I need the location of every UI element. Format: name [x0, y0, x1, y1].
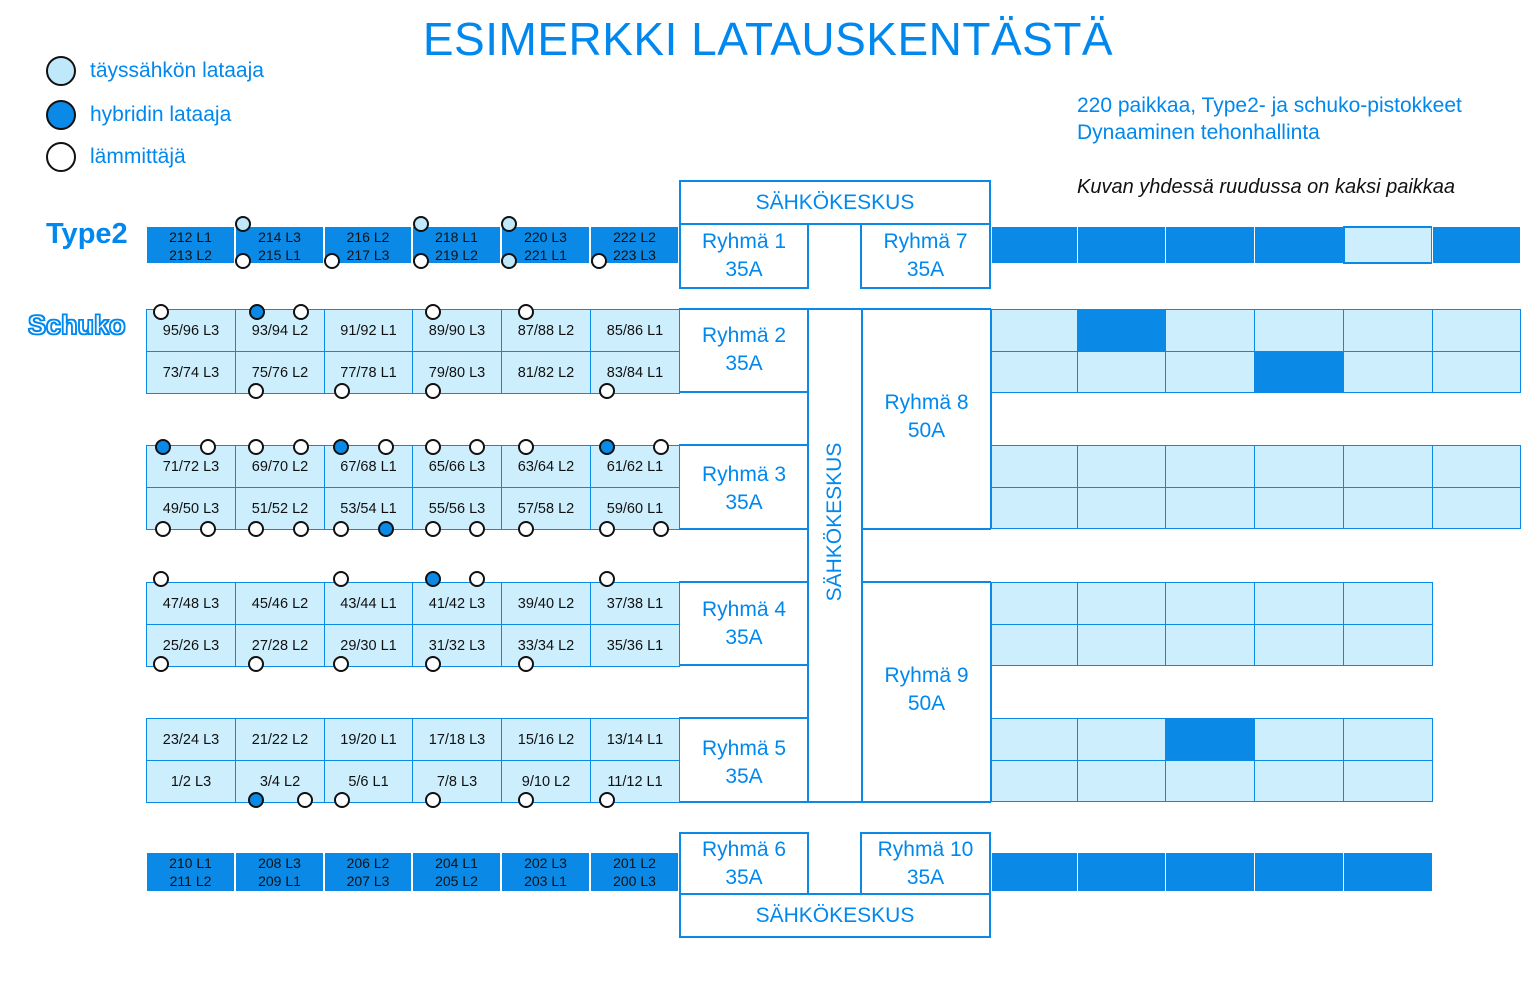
- slot-label: 206 L2: [346, 855, 390, 871]
- schuko-cell: 51/52 L2: [235, 487, 325, 530]
- parking-cell: [991, 718, 1078, 761]
- schuko-cell: 83/84 L1: [590, 351, 680, 394]
- heater-icon: [653, 521, 669, 537]
- parking-cell: [1343, 760, 1433, 802]
- heater-icon: [469, 439, 485, 455]
- hybrid-charger-icon: [425, 571, 441, 587]
- legend-label: hybridin lataaja: [90, 103, 232, 126]
- slot-label: 203 L1: [524, 873, 567, 889]
- parking-cell: [1077, 624, 1166, 666]
- parking-cell: [1343, 718, 1433, 761]
- heater-icon: [334, 383, 350, 399]
- schuko-cell: 1/2 L3: [146, 760, 236, 803]
- heater-icon: [599, 521, 615, 537]
- parking-cell: [1254, 351, 1344, 393]
- schuko-cell: 81/82 L2: [501, 351, 591, 394]
- schuko-cell: 15/16 L2: [501, 718, 591, 761]
- group-name: Ryhmä 7: [883, 230, 968, 253]
- heater-icon: [334, 792, 350, 808]
- heater-icon: [653, 439, 669, 455]
- parking-cell: [991, 582, 1078, 625]
- schuko-cell: 45/46 L2: [235, 582, 325, 625]
- parking-cell: [1165, 760, 1255, 802]
- heater-icon: [153, 571, 169, 587]
- group-amps: 35A: [906, 865, 945, 889]
- schuko-cell: 7/8 L3: [412, 760, 502, 803]
- parking-cell: [1254, 226, 1344, 264]
- schuko-cell: 17/18 L3: [412, 718, 502, 761]
- slot-label: 201 L2: [613, 855, 656, 871]
- heater-icon: [333, 656, 349, 672]
- slot-label: 213 L2: [169, 247, 212, 263]
- heater-icon: [425, 656, 441, 672]
- info-note: Kuvan yhdessä ruudussa on kaksi paikkaa: [1077, 176, 1456, 198]
- heater-icon: [297, 792, 313, 808]
- group-amps: 35A: [725, 865, 763, 889]
- group-name: Ryhmä 8: [884, 391, 969, 414]
- parking-cell: [1254, 760, 1344, 802]
- heater-icon: [599, 571, 615, 587]
- slot-label: 219 L2: [435, 247, 478, 263]
- schuko-cell: 27/28 L2: [235, 624, 325, 667]
- heater-icon: [425, 304, 441, 320]
- group-4: [679, 596, 809, 652]
- group-name: Ryhmä 4: [701, 598, 787, 621]
- slot-label: 217 L3: [346, 247, 390, 263]
- parking-cell: [1343, 445, 1433, 488]
- schuko-cell: 9/10 L2: [501, 760, 591, 803]
- schuko-cell: 89/90 L3: [412, 309, 502, 352]
- parking-cell: [1254, 624, 1344, 666]
- group-amps: 50A: [907, 419, 946, 442]
- heater-icon: [153, 304, 169, 320]
- slot-label: 215 L1: [258, 247, 301, 263]
- heater-icon: [248, 656, 264, 672]
- schuko-cell: 91/92 L1: [324, 309, 413, 352]
- parking-cell: [1254, 487, 1344, 529]
- group-amps: 50A: [907, 692, 946, 715]
- heater-icon: [518, 656, 534, 672]
- heater-icon: [518, 304, 534, 320]
- schuko-cell: 13/14 L1: [590, 718, 680, 761]
- schuko-cell: 43/44 L1: [324, 582, 413, 625]
- heater-icon: [413, 253, 429, 269]
- parking-cell: [1343, 624, 1433, 666]
- schuko-cell: 73/74 L3: [146, 351, 236, 394]
- heater-icon: [248, 439, 264, 455]
- schuko-cell: 59/60 L1: [590, 487, 680, 530]
- heater-icon: [518, 439, 534, 455]
- parking-cell: [1254, 445, 1344, 488]
- schuko-cell: 63/64 L2: [501, 445, 591, 488]
- type2-bottom-cell: [501, 852, 590, 892]
- schuko-cell: 5/6 L1: [324, 760, 413, 803]
- schuko-cell: 21/22 L2: [235, 718, 325, 761]
- legend-label: lämmittäjä: [90, 145, 186, 168]
- parking-cell: [1077, 760, 1166, 802]
- schuko-cell: 19/20 L1: [324, 718, 413, 761]
- parking-cell: [1343, 852, 1433, 892]
- slot-label: 200 L3: [613, 873, 656, 889]
- heater-icon: [248, 521, 264, 537]
- heater-icon: [599, 792, 615, 808]
- group-name: Ryhmä 6: [701, 837, 787, 861]
- parking-cell: [1254, 718, 1344, 761]
- schuko-cell: 57/58 L2: [501, 487, 591, 530]
- group-amps: 35A: [725, 491, 763, 514]
- parking-cell: [1077, 351, 1166, 393]
- heater-icon: [324, 253, 340, 269]
- schuko-cell: 87/88 L2: [501, 309, 591, 352]
- parking-cell: [1165, 309, 1255, 352]
- parking-cell: [1254, 582, 1344, 625]
- slot-label: 211 L2: [169, 873, 212, 889]
- heater-icon: [599, 383, 615, 399]
- heater-icon: [333, 521, 349, 537]
- group-2: [679, 322, 809, 378]
- schuko-cell: 33/34 L2: [501, 624, 591, 667]
- heater-icon: [248, 383, 264, 399]
- schuko-cell: 71/72 L3: [146, 445, 236, 488]
- schuko-cell: 55/56 L3: [412, 487, 502, 530]
- parking-cell: [1343, 582, 1433, 625]
- hybrid-charger-icon: [155, 439, 171, 455]
- schuko-cell: 41/42 L3: [412, 582, 502, 625]
- schuko-cell: 85/86 L1: [590, 309, 680, 352]
- parking-cell: [991, 351, 1078, 393]
- group-5: [679, 735, 809, 791]
- parking-cell: [1077, 309, 1166, 352]
- heater-icon: [469, 571, 485, 587]
- hybrid-charger-icon: [248, 792, 264, 808]
- heater-icon: [200, 521, 216, 537]
- schuko-cell: 77/78 L1: [324, 351, 413, 394]
- slot-label: 204 L1: [435, 855, 478, 871]
- schuko-cell: 75/76 L2: [235, 351, 325, 394]
- parking-cell: [1343, 487, 1433, 529]
- parking-cell: [991, 226, 1078, 264]
- heater-icon: [293, 304, 309, 320]
- parking-cell: [991, 445, 1078, 488]
- legend-label: täyssähkön lataaja: [90, 59, 264, 82]
- group-amps: 35A: [906, 258, 945, 281]
- schuko-cell: 35/36 L1: [590, 624, 680, 667]
- parking-cell: [1432, 487, 1521, 529]
- type2-label: Type2: [46, 218, 128, 250]
- heater-icon: [591, 253, 607, 269]
- parking-cell: [991, 309, 1078, 352]
- heater-icon: [200, 439, 216, 455]
- schuko-cell: 95/96 L3: [146, 309, 236, 352]
- group-name: Ryhmä 3: [701, 463, 787, 486]
- schuko-cell: 61/62 L1: [590, 445, 680, 488]
- schuko-cell: 53/54 L1: [324, 487, 413, 530]
- heater-icon: [425, 383, 441, 399]
- slot-label: 202 L3: [524, 855, 567, 871]
- group-name: Ryhmä 10: [877, 837, 974, 861]
- parking-cell: [1165, 351, 1255, 393]
- parking-cell: [1077, 582, 1166, 625]
- slot-label: 208 L3: [258, 855, 301, 871]
- heater-icon: [469, 521, 485, 537]
- parking-cell: [1254, 309, 1344, 352]
- schuko-cell: 31/32 L3: [412, 624, 502, 667]
- group-amps: 35A: [725, 626, 763, 649]
- hybrid-charger-icon: [333, 439, 349, 455]
- parking-cell: [1077, 445, 1166, 488]
- schuko-cell: 29/30 L1: [324, 624, 413, 667]
- parking-cell: [1432, 309, 1521, 352]
- parking-cell: [1165, 226, 1255, 264]
- slot-label: 222 L2: [613, 229, 656, 245]
- slot-label: 212 L1: [169, 229, 212, 245]
- type2-bottom-cell: [412, 852, 501, 892]
- heater-icon: [333, 571, 349, 587]
- type2-bottom-cell: [324, 852, 412, 892]
- heater-icon: [425, 439, 441, 455]
- page-title: ESIMERKKI LATAUSKENTÄSTÄ: [422, 13, 1114, 65]
- slot-label: 221 L1: [524, 247, 567, 263]
- group-8: [862, 389, 991, 445]
- info-line-2: Dynaaminen tehonhallinta: [1077, 121, 1320, 144]
- group-name: Ryhmä 1: [701, 230, 787, 253]
- full-charger-icon: [501, 253, 517, 269]
- schuko-cell: 49/50 L3: [146, 487, 236, 530]
- parking-cell: [991, 760, 1078, 802]
- slot-label: 207 L3: [346, 873, 390, 889]
- info-line-1: 220 paikkaa, Type2- ja schuko-pistokkeet: [1077, 94, 1462, 117]
- group-amps: 35A: [725, 765, 763, 788]
- group-name: Ryhmä 9: [884, 664, 969, 687]
- type2-bottom-cell: [235, 852, 324, 892]
- hybrid-charger-icon: [378, 521, 394, 537]
- full-charger-icon: [413, 216, 429, 232]
- parking-cell: [1165, 487, 1255, 529]
- heater-icon: [293, 521, 309, 537]
- heater-icon: [378, 439, 394, 455]
- slot-label: 223 L3: [613, 247, 656, 263]
- heater-icon: [425, 521, 441, 537]
- full-charger-icon: [501, 216, 517, 232]
- parking-cell: [1077, 226, 1166, 264]
- parking-cell: [991, 487, 1078, 529]
- parking-cell: [1432, 351, 1521, 393]
- group-amps: 35A: [725, 258, 763, 281]
- group-9: [862, 662, 991, 718]
- schuko-label: Schuko: [28, 310, 126, 340]
- slot-label: 209 L1: [258, 873, 301, 889]
- type2-bottom-cell: [590, 852, 679, 892]
- schuko-cell: 11/12 L1: [590, 760, 680, 803]
- type2-top-cell: [146, 226, 235, 264]
- heater-icon: [518, 521, 534, 537]
- parking-cell: [1077, 487, 1166, 529]
- parking-cell: [1432, 445, 1521, 488]
- switchboard-bottom-label: SÄHKÖKESKUS: [755, 903, 915, 927]
- schuko-cell: 37/38 L1: [590, 582, 680, 625]
- schuko-cell: 39/40 L2: [501, 582, 591, 625]
- parking-cell: [1077, 852, 1166, 892]
- parking-cell: [1343, 351, 1433, 393]
- heater-icon: [425, 792, 441, 808]
- slot-label: 220 L3: [524, 229, 567, 245]
- parking-cell: [1165, 582, 1255, 625]
- group-name: Ryhmä 5: [701, 737, 787, 760]
- heater-icon: [153, 656, 169, 672]
- type2-bottom-cell: [146, 852, 235, 892]
- schuko-cell: 25/26 L3: [146, 624, 236, 667]
- group-name: Ryhmä 2: [701, 324, 787, 347]
- heater-icon: [235, 253, 251, 269]
- schuko-cell: 3/4 L2: [235, 760, 325, 803]
- parking-cell: [1343, 226, 1433, 264]
- schuko-cell: 65/66 L3: [412, 445, 502, 488]
- schuko-cell: 79/80 L3: [412, 351, 502, 394]
- hybrid-charger-icon: [249, 304, 265, 320]
- parking-cell: [1343, 309, 1433, 352]
- switchboard-top-label: SÄHKÖKESKUS: [755, 190, 915, 214]
- heater-icon: [518, 792, 534, 808]
- schuko-cell: 23/24 L3: [146, 718, 236, 761]
- slot-label: 216 L2: [346, 229, 390, 245]
- parking-cell: [1254, 852, 1344, 892]
- schuko-cell: 47/48 L3: [146, 582, 236, 625]
- parking-cell: [991, 852, 1078, 892]
- group-amps: 35A: [725, 352, 763, 375]
- heater-icon: [155, 521, 171, 537]
- parking-cell: [1165, 624, 1255, 666]
- schuko-cell: 93/94 L2: [235, 309, 325, 352]
- slot-label: 214 L3: [258, 229, 301, 245]
- slot-label: 210 L1: [169, 855, 212, 871]
- parking-cell: [1165, 445, 1255, 488]
- switchboard-vertical: SÄHKÖKESKUS: [823, 442, 846, 602]
- schuko-cell: 69/70 L2: [235, 445, 325, 488]
- heater-icon: [293, 439, 309, 455]
- group-3: [679, 461, 809, 517]
- parking-cell: [1432, 226, 1521, 264]
- parking-cell: [1077, 718, 1166, 761]
- full-charger-icon: [235, 216, 251, 232]
- parking-cell: [1165, 852, 1255, 892]
- schuko-cell: 67/68 L1: [324, 445, 413, 488]
- slot-label: 218 L1: [435, 229, 478, 245]
- parking-cell: [1165, 718, 1255, 761]
- hybrid-charger-icon: [599, 439, 615, 455]
- parking-cell: [991, 624, 1078, 666]
- slot-label: 205 L2: [435, 873, 478, 889]
